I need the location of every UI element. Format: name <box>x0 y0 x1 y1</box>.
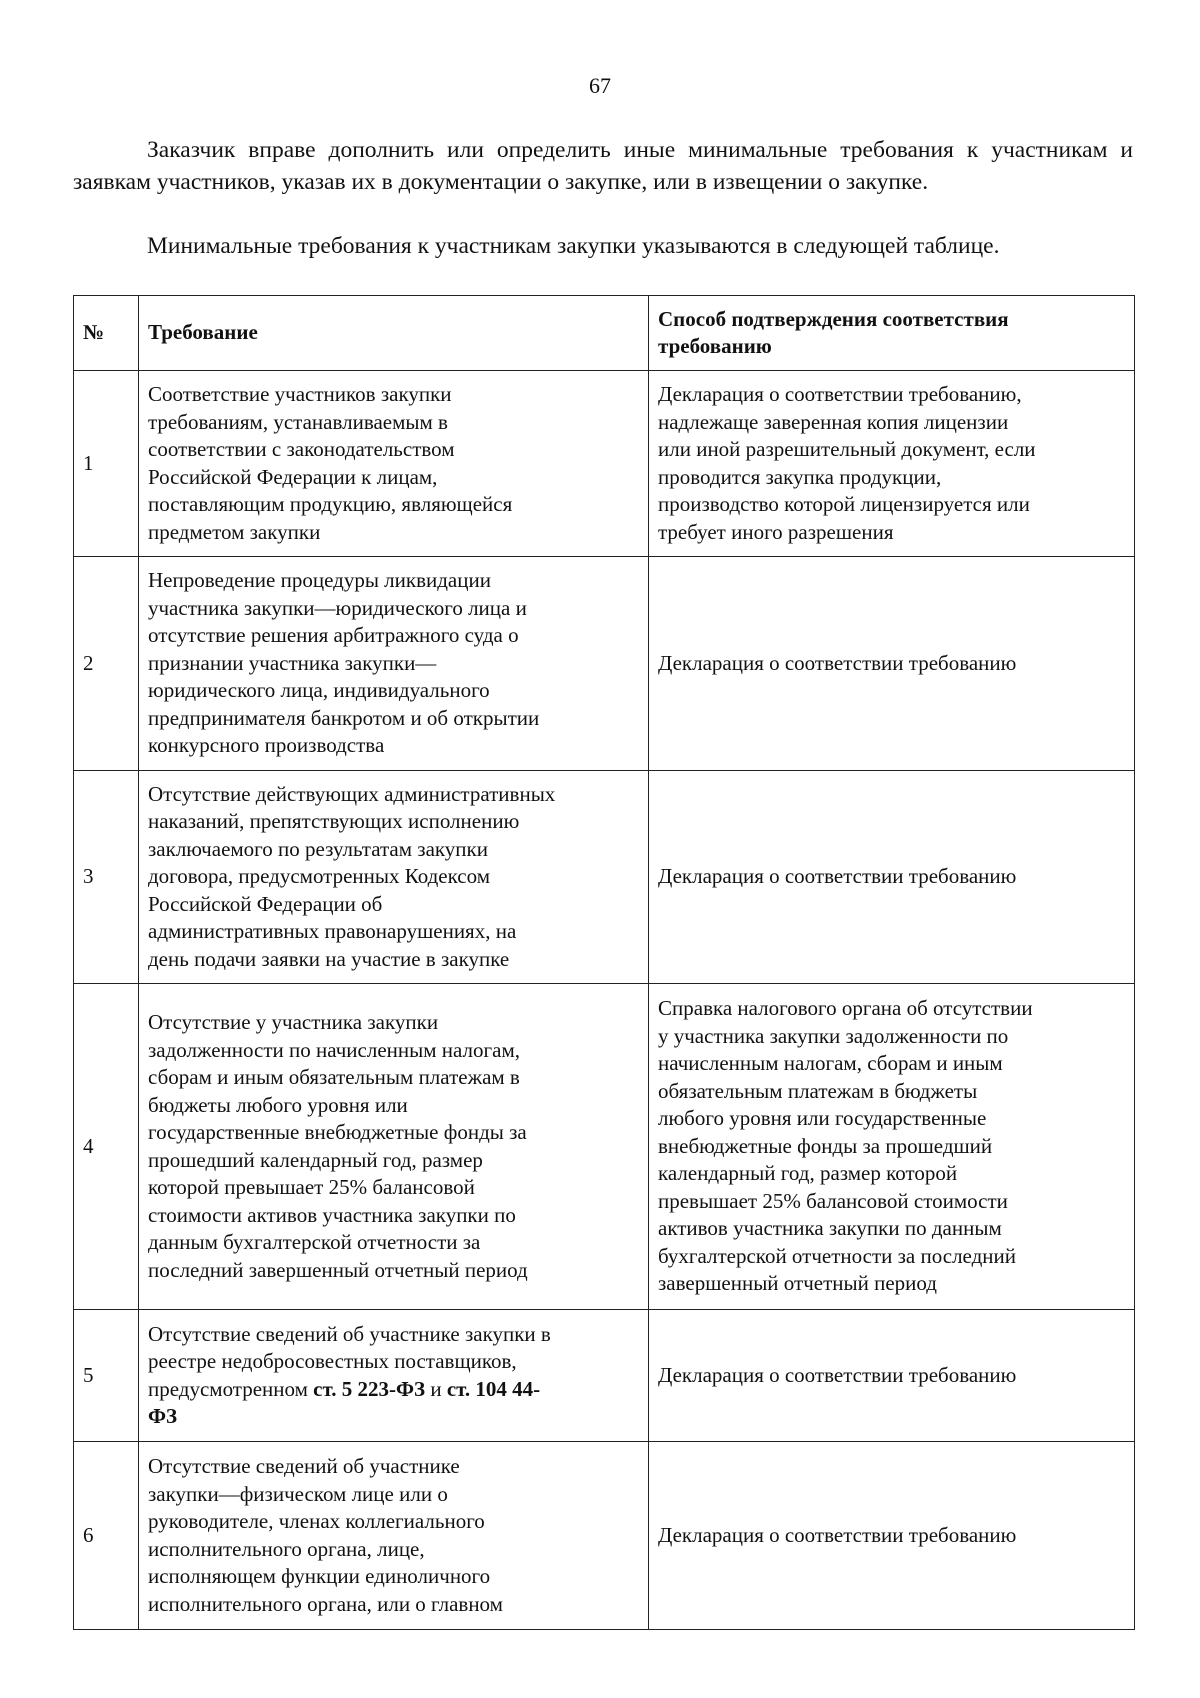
row-number: 3 <box>74 771 139 984</box>
table-header-row <box>74 296 1135 371</box>
confirmation-line: превышает 25% балансовой стоимости <box>658 1188 1008 1213</box>
intro-paragraph <box>73 230 1133 262</box>
confirmation-line: проводится закупка продукции, <box>658 464 942 489</box>
row-number: 2 <box>74 557 139 771</box>
confirmation-line: активов участника закупки по данным <box>658 1216 1002 1241</box>
confirmation-line: Справка налогового органа об отсутствии <box>658 996 1033 1021</box>
requirement-line: договора, предусмотренных Кодексом <box>148 864 491 889</box>
requirement-line: Отсутствие действующих административных <box>148 781 556 806</box>
requirement-line: Российской Федерации к лицам, <box>148 464 438 489</box>
requirements-table <box>73 295 1135 1630</box>
confirmation-line: календарный год, размер которой <box>658 1161 958 1186</box>
confirmation-line: любого уровня или государственные <box>658 1106 987 1131</box>
requirement-line: заключаемого по результатам закупки <box>148 836 488 861</box>
requirement-text: и <box>425 1376 447 1401</box>
confirmation-line: Декларация о соответствии требованию, <box>658 382 1022 406</box>
requirement-line: Непроведение процедуры ликвидации <box>148 568 491 593</box>
requirement-line: задолженности по начисленным налогам, <box>148 1037 520 1062</box>
table-row <box>74 1310 1135 1442</box>
requirement-line: данным бухгалтерской отчетности за <box>148 1230 481 1254</box>
header-num: № <box>74 296 139 371</box>
confirmation-line: обязательным платежам в бюджеты <box>658 1078 978 1103</box>
row-number: 4 <box>74 984 139 1310</box>
requirement-line: последний завершенный отчетный период <box>148 1257 528 1282</box>
requirement-line: сборам и иным обязательным платежам в <box>148 1065 520 1089</box>
requirement-cell <box>139 984 649 1310</box>
requirement-line: стоимости активов участника закупки по <box>148 1202 516 1227</box>
confirmation-line: Декларация о соответствии требованию <box>658 1362 1017 1387</box>
row-number: 1 <box>74 371 139 557</box>
table-row <box>74 1442 1135 1630</box>
intro-line: извещении о закупке. <box>712 169 929 195</box>
confirmation-line: Декларация о соответствии требованию <box>658 1522 1017 1547</box>
confirmation-line: Декларация о соответствии требованию <box>658 864 1017 889</box>
confirmation-cell <box>649 1310 1135 1442</box>
row-number: 5 <box>74 1310 139 1442</box>
intro-paragraph <box>73 134 1133 198</box>
law-reference: ФЗ <box>148 1404 178 1428</box>
requirement-line: исполнительного органа, лице, <box>148 1536 425 1561</box>
confirmation-line: внебюджетные фонды за прошедший <box>658 1133 993 1158</box>
confirmation-cell <box>649 771 1135 984</box>
header-confirmation-line: требованию <box>658 334 772 358</box>
requirement-line: Отсутствие сведений об участнике <box>148 1454 460 1478</box>
requirement-line: Отсутствие сведений об участнике закупки в <box>148 1321 551 1346</box>
requirement-line: Соответствие участников закупки <box>148 382 452 406</box>
requirement-line: государственные внебюджетные фонды за <box>148 1120 527 1144</box>
requirement-line: Отсутствие у участника закупки <box>148 1010 439 1034</box>
confirmation-line: надлежаще заверенная копия лицензии <box>658 409 1009 434</box>
confirmation-line: Декларация о соответствии требованию <box>658 650 1017 675</box>
requirement-line: отсутствие решения арбитражного суда о <box>148 623 519 648</box>
requirement-text: предусмотренном <box>148 1376 314 1401</box>
law-reference: ст. 104 44- <box>446 1376 541 1401</box>
requirement-line: которой превышает 25% балансовой <box>148 1175 475 1199</box>
requirement-line: бюджеты любого уровня или <box>148 1092 408 1117</box>
header-confirmation-line: Способ подтверждения соответствия <box>658 306 1009 331</box>
requirement-line: предметом закупки <box>148 519 321 544</box>
intro-line: таблице. <box>913 233 1000 259</box>
row-number: 6 <box>74 1442 139 1630</box>
requirement-line: прошедший календарный год, размер <box>148 1147 483 1172</box>
requirement-line: закупки—физическом лице или о <box>148 1481 448 1506</box>
requirement-line: соответствии с законодательством <box>148 437 455 461</box>
requirement-line: участника закупки—юридического лица и <box>148 595 527 620</box>
intro-line: Минимальные требования к участникам закупки указываются в следующей <box>147 233 909 259</box>
requirement-cell <box>139 1442 649 1630</box>
confirmation-line: бухгалтерской отчетности за последний <box>658 1243 1017 1268</box>
requirement-line: конкурсного производства <box>148 733 385 758</box>
requirement-cell <box>139 371 649 557</box>
intro-line: Заказчик вправе дополнить или определить иные минимальные требования к <box>147 137 979 163</box>
law-reference: ст. 5 223-ФЗ <box>313 1376 426 1401</box>
table-row <box>74 557 1135 771</box>
requirement-line: требованиям, устанавливаемым в <box>148 409 448 434</box>
confirmation-cell <box>649 1442 1135 1630</box>
intro-line: участникам и заявкам участников, указав их в документации о закупке, или в <box>73 137 1133 195</box>
requirement-line: реестре недобросовестных поставщиков, <box>148 1349 517 1373</box>
requirement-line: день подачи заявки на участие в закупке <box>148 946 510 971</box>
requirement-cell <box>139 771 649 984</box>
confirmation-line: или иной разрешительный документ, если <box>658 437 1036 461</box>
requirement-line: Российской Федерации об <box>148 891 383 916</box>
table-row <box>74 984 1135 1310</box>
requirement-line: руководителе, членах коллегиального <box>148 1509 485 1533</box>
requirement-line: поставляющим продукцию, являющейся <box>148 492 513 516</box>
page-number: 67 <box>589 73 611 98</box>
confirmation-line: производство которой лицензируется или <box>658 492 1030 516</box>
requirement-line: признании участника закупки— <box>148 650 437 675</box>
requirement-line: предпринимателя банкротом и об открытии <box>148 705 540 730</box>
confirmation-cell <box>649 557 1135 771</box>
table-row <box>74 771 1135 984</box>
confirmation-cell <box>649 371 1135 557</box>
requirement-line: административных правонарушениях, на <box>148 919 517 944</box>
requirement-line <box>148 1376 640 1404</box>
confirmation-line: завершенный отчетный период <box>658 1271 937 1296</box>
confirmation-cell <box>649 984 1135 1310</box>
confirmation-line: требует иного разрешения <box>658 519 894 544</box>
table-row <box>74 371 1135 557</box>
requirement-line: наказаний, препятствующих исполнению <box>148 809 520 834</box>
header-confirmation <box>649 296 1135 371</box>
requirement-line: юридического лица, индивидуального <box>148 678 490 703</box>
requirement-cell <box>139 1310 649 1442</box>
requirement-cell <box>139 557 649 771</box>
confirmation-line: у участника закупки задолженности по <box>658 1023 1009 1048</box>
requirement-line: исполнительного органа, или о главном <box>148 1591 503 1616</box>
requirement-line <box>148 1403 640 1431</box>
header-requirement: Требование <box>139 296 649 371</box>
confirmation-line: начисленным налогам, сборам и иным <box>658 1051 1003 1076</box>
requirement-line: исполняющем функции единоличного <box>148 1564 491 1588</box>
